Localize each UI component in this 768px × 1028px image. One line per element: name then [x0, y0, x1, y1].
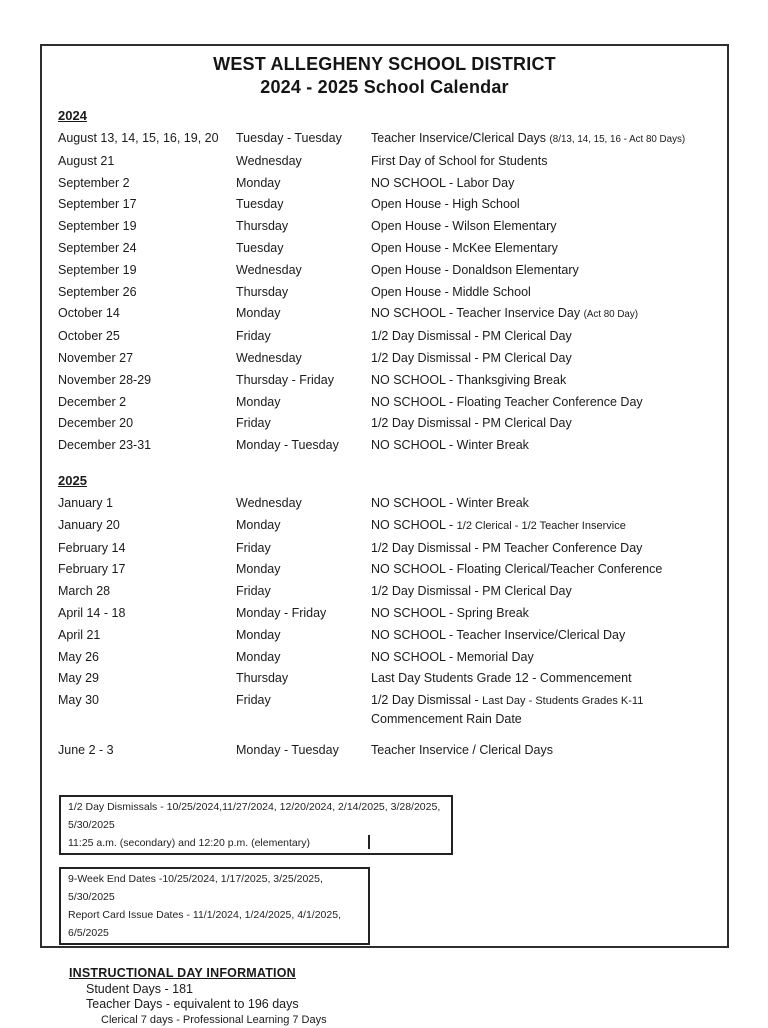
event-text-segment: 1/2 Clerical - 1/2 Teacher Inservice: [456, 519, 626, 532]
event-date: April 21: [58, 627, 101, 642]
clerical-days-line: Clerical 7 days - Professional Learning 7 Days: [101, 1013, 327, 1026]
event-description: [371, 238, 711, 260]
event-line: [371, 740, 711, 762]
event-line: [371, 603, 711, 625]
event-date: February 14: [58, 540, 126, 555]
event-line: [371, 413, 711, 435]
district-title: WEST ALLEGHENY SCHOOL DISTRICT: [213, 54, 556, 74]
event-description: [371, 647, 711, 669]
event-description: [371, 559, 711, 581]
event-date: September 19: [58, 262, 137, 277]
calendar-row: [58, 493, 711, 515]
event-line: [371, 515, 711, 538]
event-text-segment: Commencement Rain Date: [371, 711, 522, 726]
event-text-segment: NO SCHOOL - Labor Day: [371, 175, 515, 190]
event-date: September 19: [58, 219, 137, 234]
event-day: Monday: [236, 627, 281, 642]
event-date: January 1: [58, 495, 113, 510]
event-text-segment: NO SCHOOL - Thanksgiving Break: [371, 372, 567, 387]
event-day: Monday: [236, 517, 281, 532]
event-day: Tuesday - Tuesday: [236, 131, 342, 145]
event-description: [371, 603, 711, 625]
event-line: [371, 690, 711, 713]
event-day: Friday: [236, 540, 271, 555]
event-date: September 24: [58, 240, 137, 255]
event-description: [371, 194, 711, 216]
event-line: [371, 493, 711, 515]
event-day: Wednesday: [236, 350, 302, 365]
calendar-row: [58, 282, 711, 304]
event-line: [371, 348, 711, 370]
event-description: [371, 515, 711, 538]
event-day: Friday: [236, 416, 271, 431]
event-date: August 21: [58, 153, 115, 168]
event-description: [371, 173, 711, 195]
calendar-row: [58, 303, 711, 326]
event-date: November 28-29: [58, 372, 152, 387]
event-date: May 30: [58, 693, 99, 708]
calendar-sections: [58, 106, 711, 762]
calendar-row: [58, 625, 711, 647]
event-date: September 2: [58, 175, 130, 190]
event-line: [371, 260, 711, 282]
calendar-row: [58, 238, 711, 260]
event-text-segment: NO SCHOOL -: [371, 517, 457, 532]
event-text-segment: Last Day - Students Grades K-11: [482, 695, 644, 708]
event-text-segment: 1/2 Day Dismissal - PM Clerical Day: [371, 584, 572, 599]
event-line: [371, 559, 711, 581]
event-text-segment: Teacher Inservice / Clerical Days: [371, 742, 554, 757]
calendar-row: [58, 603, 711, 625]
event-day: Friday: [236, 329, 271, 344]
event-day: Monday - Tuesday: [236, 438, 339, 453]
event-line: [371, 370, 711, 392]
event-description: [371, 151, 711, 173]
calendar-row: [58, 413, 711, 435]
event-description: [371, 392, 711, 414]
event-description: [371, 282, 711, 304]
event-text-segment: NO SCHOOL - Floating Teacher Conference Day: [371, 394, 643, 409]
event-description: [371, 493, 711, 515]
event-line: [371, 128, 711, 151]
calendar-row: [58, 740, 711, 762]
event-day: Wednesday: [236, 262, 302, 277]
report-card-dates-line: Report Card Issue Dates - 11/1/2024, 1/24/2025, 4/1/2025, 6/5/2025: [68, 908, 341, 939]
event-line: [371, 238, 711, 260]
event-date: November 27: [58, 350, 134, 365]
event-date: April 14 - 18: [58, 605, 126, 620]
event-text-segment: NO SCHOOL - Teacher Inservice Day: [371, 306, 584, 321]
event-day: Monday: [236, 306, 281, 321]
event-day: Friday: [236, 693, 271, 708]
event-day: Tuesday: [236, 240, 284, 255]
event-line: [371, 194, 711, 216]
event-date: January 20: [58, 517, 120, 532]
dismissal-dates-line: 1/2 Day Dismissals - 10/25/2024,11/27/2024, 12/20/2024, 2/14/2025, 3/28/2025, 5/30/2025: [68, 800, 441, 831]
event-date: February 17: [58, 562, 126, 577]
event-line: [371, 647, 711, 669]
event-description: [371, 370, 711, 392]
event-text-segment: Open House - Middle School: [371, 284, 531, 299]
year-heading: 2025: [58, 472, 87, 488]
event-description: [371, 303, 711, 326]
event-description: [371, 435, 711, 457]
calendar-row: [58, 647, 711, 669]
event-text-segment: First Day of School for Students: [371, 153, 548, 168]
event-line: [371, 326, 711, 348]
event-line: [371, 303, 711, 326]
calendar-page: [40, 44, 729, 1026]
event-text-segment: NO SCHOOL - Floating Clerical/Teacher Conference: [371, 562, 663, 577]
calendar-row: [58, 392, 711, 414]
event-line: [371, 392, 711, 414]
event-text-segment: 1/2 Day Dismissal - PM Clerical Day: [371, 350, 572, 365]
year-heading: 2024: [58, 108, 87, 123]
event-description: [371, 216, 711, 238]
student-days-line: Student Days - 181: [86, 981, 194, 996]
event-text-segment: NO SCHOOL - Memorial Day: [371, 649, 534, 664]
event-day: Monday - Tuesday: [236, 742, 339, 757]
calendar-row: [58, 515, 711, 538]
event-text-segment: Open House - Donaldson Elementary: [371, 262, 579, 277]
teacher-days-line: Teacher Days - equivalent to 196 days: [86, 997, 299, 1012]
calendar-row: [58, 581, 711, 603]
event-description: [371, 625, 711, 647]
event-day: Monday: [236, 175, 281, 190]
event-line: [371, 668, 711, 690]
event-line: [371, 216, 711, 238]
calendar-row: [58, 260, 711, 282]
info-boxes: [59, 795, 711, 945]
box-connector-line: [368, 835, 370, 849]
instructional-day-information: [69, 965, 711, 1028]
event-text-segment: NO SCHOOL - Winter Break: [371, 438, 529, 453]
event-day: Monday: [236, 394, 281, 409]
event-text-segment: NO SCHOOL - Spring Break: [371, 605, 529, 620]
dismissal-times-line: 11:25 a.m. (secondary) and 12:20 p.m. (elementary): [68, 836, 311, 849]
event-line: [371, 581, 711, 603]
event-day: Thursday: [236, 219, 289, 234]
event-line: [371, 151, 711, 173]
event-date: September 17: [58, 197, 137, 212]
event-description: [371, 128, 711, 151]
event-text-segment: (8/13, 14, 15, 16 - Act 80 Days): [549, 134, 686, 145]
event-day: Wednesday: [236, 153, 302, 168]
calendar-row: [58, 216, 711, 238]
event-date: August 13, 14, 15, 16, 19, 20: [58, 131, 219, 145]
event-text-segment: 1/2 Day Dismissal - PM Teacher Conference Day: [371, 540, 643, 555]
event-description: [371, 260, 711, 282]
event-line: [371, 435, 711, 457]
calendar-row: [58, 690, 711, 728]
half-day-dismissals-box: [59, 795, 453, 855]
event-description: [371, 740, 711, 762]
calendar-row: [58, 326, 711, 348]
event-text-segment: 1/2 Day Dismissal - PM Clerical Day: [371, 416, 572, 431]
event-line: [371, 282, 711, 304]
event-date: December 20: [58, 416, 134, 431]
event-text-segment: NO SCHOOL - Winter Break: [371, 495, 529, 510]
event-text-segment: Open House - High School: [371, 197, 520, 212]
event-text-segment: NO SCHOOL - Teacher Inservice/Clerical Day: [371, 627, 626, 642]
event-day: Thursday - Friday: [236, 372, 334, 387]
calendar-row: [58, 151, 711, 173]
event-line: [371, 625, 711, 647]
event-date: October 25: [58, 329, 120, 344]
event-day: Monday - Friday: [236, 605, 327, 620]
event-line: [371, 173, 711, 195]
event-date: September 26: [58, 284, 137, 299]
event-text-segment: Last Day Students Grade 12 - Commencement: [371, 671, 632, 686]
event-date: May 26: [58, 649, 99, 664]
event-text-segment: Open House - McKee Elementary: [371, 240, 558, 255]
event-description: [371, 690, 711, 728]
event-day: Monday: [236, 562, 281, 577]
event-day: Friday: [236, 584, 271, 599]
event-text-segment: Open House - Wilson Elementary: [371, 219, 557, 234]
calendar-title: 2024 - 2025 School Calendar: [260, 77, 509, 97]
event-description: [371, 348, 711, 370]
event-description: [371, 668, 711, 690]
event-date: October 14: [58, 306, 120, 321]
event-day: Tuesday: [236, 197, 284, 212]
calendar-row: [58, 538, 711, 560]
calendar-row: [58, 348, 711, 370]
event-date: December 23-31: [58, 438, 152, 453]
calendar-row: [58, 668, 711, 690]
calendar-row: [58, 194, 711, 216]
event-date: June 2 - 3: [58, 742, 114, 757]
event-date: December 2: [58, 394, 127, 409]
calendar-row: [58, 370, 711, 392]
event-date: March 28: [58, 584, 111, 599]
event-description: [371, 326, 711, 348]
event-day: Thursday: [236, 284, 289, 299]
event-text-segment: Teacher Inservice/Clerical Days: [371, 131, 550, 145]
event-day: Wednesday: [236, 495, 302, 510]
calendar-row: [58, 128, 711, 151]
event-line: [371, 538, 711, 560]
grading-dates-box: [59, 867, 370, 945]
event-text-segment: (Act 80 Day): [583, 309, 639, 321]
event-text-segment: 1/2 Day Dismissal - PM Clerical Day: [371, 329, 572, 344]
calendar-row: [58, 173, 711, 195]
event-text-segment: 1/2 Day Dismissal -: [371, 693, 483, 708]
calendar-row: [58, 435, 711, 457]
event-description: [371, 581, 711, 603]
calendar-row: [58, 559, 711, 581]
event-day: Thursday: [236, 671, 289, 686]
event-day: Monday: [236, 649, 281, 664]
event-description: [371, 538, 711, 560]
nine-week-end-dates-line: 9-Week End Dates -10/25/2024, 1/17/2025, 3/25/2025, 5/30/2025: [68, 872, 323, 903]
event-description: [371, 413, 711, 435]
event-date: May 29: [58, 671, 99, 686]
instructional-heading: INSTRUCTIONAL DAY INFORMATION: [69, 965, 296, 980]
event-line-2: [371, 711, 711, 728]
